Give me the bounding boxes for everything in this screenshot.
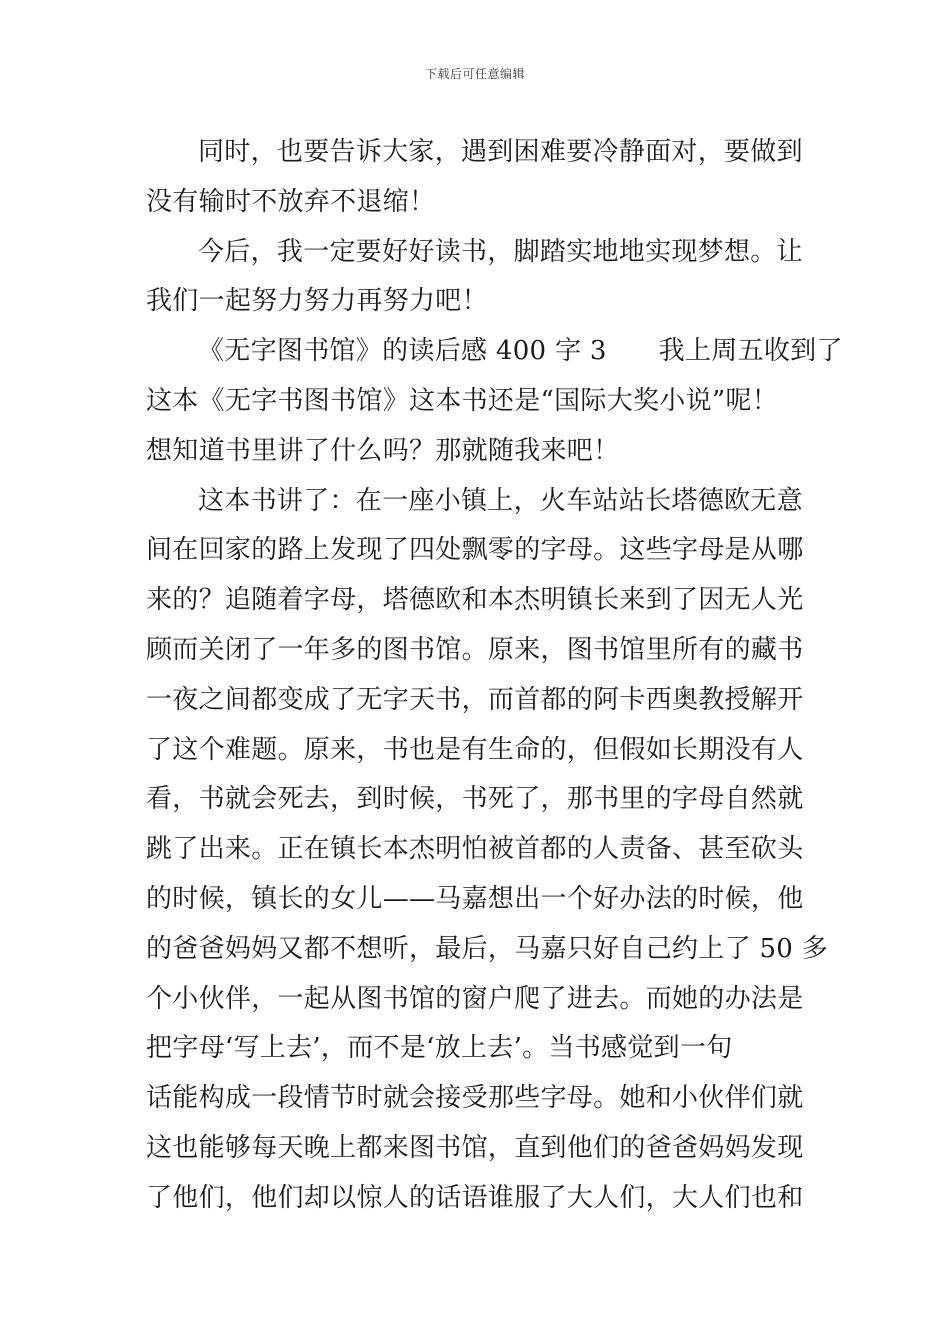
paragraph-line: 今后，我一定要好好读书，脚踏实地地实现梦想。让 — [198, 236, 803, 267]
section-heading: 《无字图书馆》的读后感 400 字 3 — [198, 336, 607, 367]
paragraph-line: 看，书就会死去，到时候，书死了，那书里的字母自然就 — [146, 784, 804, 815]
paragraph-line: 我们一起努力努力再努力吧！ — [146, 286, 488, 317]
paragraph-line: 这本书讲了：在一座小镇上，火车站站长塔德欧无意 — [198, 485, 803, 516]
paragraph-text: 我上周五收到了 — [658, 336, 843, 367]
paragraph-line: 的爸爸妈妈又都不想听，最后，马嘉只好自己约上了 50 多 — [146, 933, 829, 964]
paragraph-line: 跳了出来。正在镇长本杰明怕被首都的人责备、甚至砍头 — [146, 834, 804, 865]
paragraph-line: 这也能够每天晚上都来图书馆，直到他们的爸爸妈妈发现 — [146, 1132, 804, 1163]
paragraph-line: 顾而关闭了一年多的图书馆。原来，图书馆里所有的藏书 — [146, 634, 804, 665]
paragraph-line: 把字母‘写上去’，而不是‘放上去’。当书感觉到一句 — [146, 1033, 733, 1064]
paragraph-line: 了他们，他们却以惊人的话语谁服了大人们，大人们也和 — [146, 1182, 804, 1213]
paragraph-line: 间在回家的路上发现了四处飘零的字母。这些字母是从哪 — [146, 535, 804, 566]
paragraph-line: 没有输时不放弃不退缩！ — [146, 186, 436, 217]
paragraph-line: 同时，也要告诉大家，遇到困难要冷静面对，要做到 — [198, 137, 803, 167]
paragraph-line: 来的？追随着字母，塔德欧和本杰明镇长来到了因无人光 — [146, 585, 804, 616]
paragraph-line: 话能构成一段情节时就会接受那些字母。她和小伙伴们就 — [146, 1083, 804, 1114]
paragraph-line: 个小伙伴，一起从图书馆的窗户爬了进去。而她的办法是 — [146, 983, 804, 1014]
paragraph-line: 的时候，镇长的女儿——马嘉想出一个好办法的时候，他 — [146, 883, 804, 914]
page-header: 下载后可任意编辑 — [424, 67, 525, 81]
paragraph-line: 了这个难题。原来，书也是有生命的，但假如长期没有人 — [146, 734, 804, 765]
paragraph-line: 这本《无字书图书馆》这本书还是“国际大奖小说”呢！ — [146, 385, 779, 416]
paragraph-line: 想知道书里讲了什么吗？那就随我来吧！ — [146, 435, 620, 466]
paragraph-line: 一夜之间都变成了无字天书，而首都的阿卡西奥教授解开 — [146, 684, 804, 715]
section-heading-line — [146, 327, 843, 377]
document-body — [146, 128, 843, 1224]
